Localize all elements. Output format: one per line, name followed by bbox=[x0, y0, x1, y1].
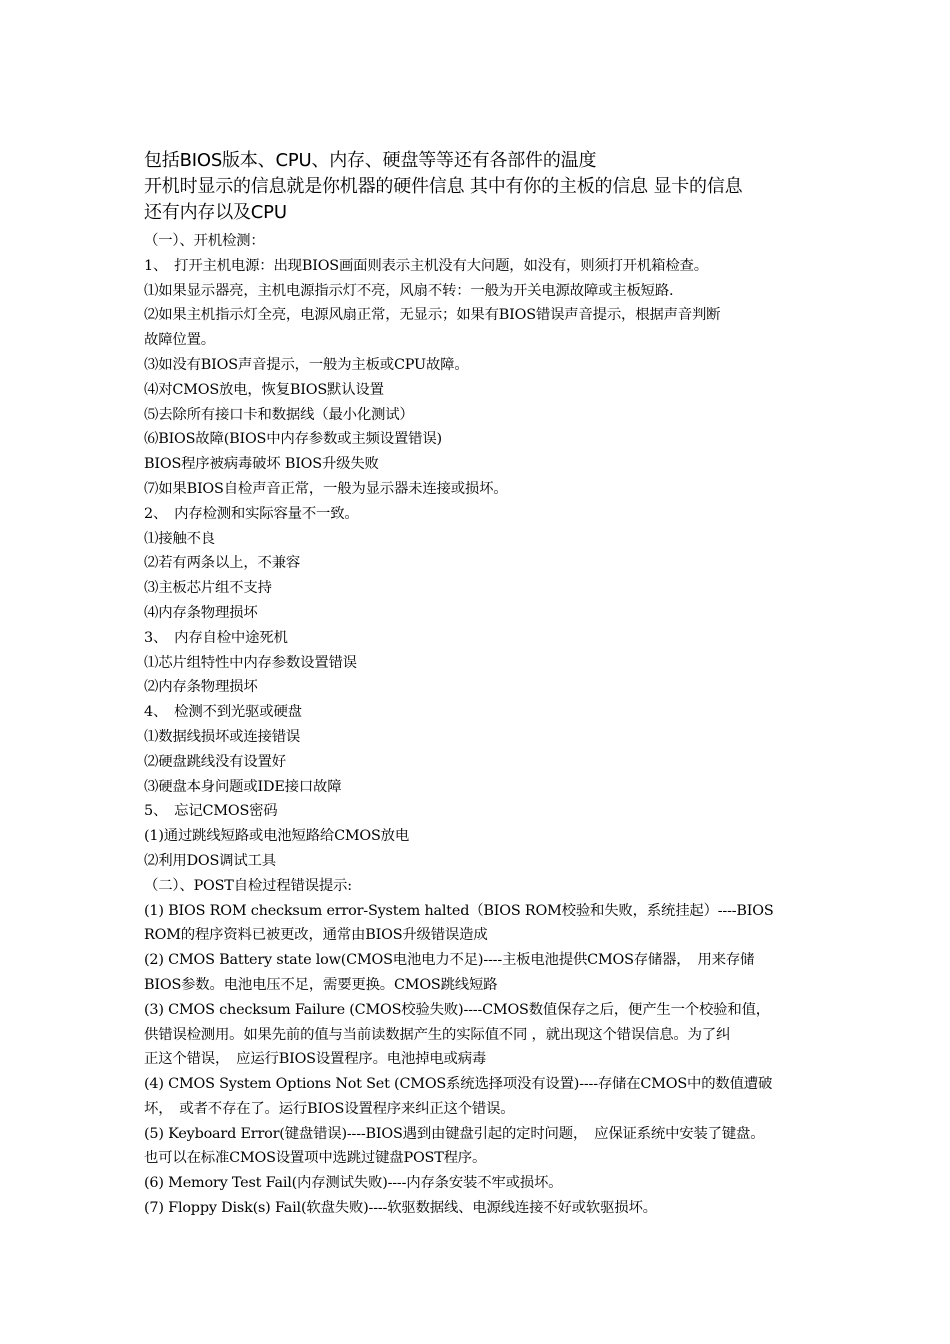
text-line: 4、 检测不到光驱或硬盘 bbox=[144, 704, 302, 721]
text-line: （一）、开机检测： bbox=[144, 233, 265, 249]
text-line: ⑷对CMOS放电，恢复BIOS默认设置 bbox=[144, 381, 384, 398]
text-line: (3) CMOS checksum Failure (CMOS校验失败)----CMOS数值保存之后，便产生一个校验和值， bbox=[144, 1001, 770, 1018]
text-line: 供错误检测用。如果先前的值与当前读数据产生的实际值不同 ，就出现这个错误信息。为了纠 bbox=[144, 1026, 731, 1043]
text-line: 故障位置。 bbox=[144, 332, 215, 349]
heading-line-2: 开机时显示的信息就是你机器的硬件信息 其中有你的主板的信息 显卡的信息 bbox=[144, 176, 743, 197]
text-line: ⑴数据线损坏或连接错误 bbox=[144, 728, 301, 745]
text-line: 3、 内存自检中途死机 bbox=[144, 629, 288, 646]
text-line: (7) Floppy Disk(s) Fail(软盘失败)----软驱数据线、电源线连接不好或软驱损坏。 bbox=[144, 1200, 657, 1217]
text-line: ⑵硬盘跳线没有设置好 bbox=[144, 753, 286, 770]
text-line: ⑴芯片组特性中内存参数设置错误 bbox=[144, 654, 357, 671]
document-body bbox=[144, 229, 812, 1221]
text-line: ⑶主板芯片组不支持 bbox=[144, 580, 272, 597]
text-line: 5、 忘记CMOS密码 bbox=[144, 803, 278, 820]
text-line: (5) Keyboard Error(键盘错误)----BIOS遇到由键盘引起的定时问题， 应保证系统中安装了键盘。 bbox=[144, 1125, 765, 1142]
text-line: 1、 打开主机电源：出现BIOS画面则表示主机没有大问题，如没有，则须打开机箱检查。 bbox=[144, 257, 708, 274]
text-line: ⑶硬盘本身问题或IDE接口故障 bbox=[144, 778, 342, 795]
text-line: ⑸去除所有接口卡和数据线（最小化测试） bbox=[144, 406, 414, 423]
text-line: ⑹BIOS故障(BIOS中内存参数或主频设置错误) bbox=[144, 431, 442, 448]
text-line: （二）、POST自检过程错误提示: bbox=[144, 877, 352, 894]
text-line: 也可以在标准CMOS设置项中选跳过键盘POST程序。 bbox=[144, 1150, 487, 1167]
text-line: (4) CMOS System Options Not Set (CMOS系统选择项没有设置)----存储在CMOS中的数值遭破 bbox=[144, 1076, 773, 1093]
text-line: ⑴如果显示器亮，主机电源指示灯不亮，风扇不转：一般为开关电源故障或主板短路. bbox=[144, 282, 674, 299]
text-line: BIOS参数。电池电压不足，需要更换。CMOS跳线短路 bbox=[144, 976, 498, 993]
text-line: ⑴接触不良 bbox=[144, 530, 215, 547]
text-line: ROM的程序资料已被更改，通常由BIOS升级错误造成 bbox=[144, 927, 488, 944]
text-line: ⑺如果BIOS自检声音正常，一般为显示器未连接或损坏。 bbox=[144, 480, 508, 497]
text-line: ⑵若有两条以上，不兼容 bbox=[144, 555, 301, 572]
text-line: (1) BIOS ROM checksum error-System halted（BIOS ROM校验和失败，系统挂起）----BIOS bbox=[144, 902, 774, 919]
text-line: 坏， 或者不存在了。运行BIOS设置程序来纠正这个错误。 bbox=[144, 1100, 515, 1117]
text-line: 2、 内存检测和实际容量不一致。 bbox=[144, 505, 359, 522]
heading-line-3: 还有内存以及CPU bbox=[144, 202, 287, 223]
text-line: 正这个错误， 应运行BIOS设置程序。电池掉电或病毒 bbox=[144, 1051, 487, 1068]
text-line: (1)通过跳线短路或电池短路给CMOS放电 bbox=[144, 828, 410, 845]
text-line: ⑶如没有BIOS声音提示，一般为主板或CPU故障。 bbox=[144, 356, 469, 373]
text-line: ⑵如果主机指示灯全亮，电源风扇正常，无显示；如果有BIOS错误声音提示，根据声音判断 bbox=[144, 307, 721, 324]
text-line: ⑵内存条物理损坏 bbox=[144, 679, 258, 696]
text-line: ⑷内存条物理损坏 bbox=[144, 604, 258, 621]
heading-line-1: 包括BIOS版本、CPU、内存、硬盘等等还有各部件的温度 bbox=[144, 150, 597, 171]
text-line: ⑵利用DOS调试工具 bbox=[144, 852, 276, 869]
text-line: BIOS程序被病毒破坏 BIOS升级失败 bbox=[144, 456, 379, 473]
text-line: (2) CMOS Battery state low(CMOS电池电力不足)----主板电池提供CMOS存储器， 用来存储 bbox=[144, 952, 755, 969]
text-line: (6) Memory Test Fail(内存测试失败)----内存条安装不牢或损坏。 bbox=[144, 1175, 563, 1192]
